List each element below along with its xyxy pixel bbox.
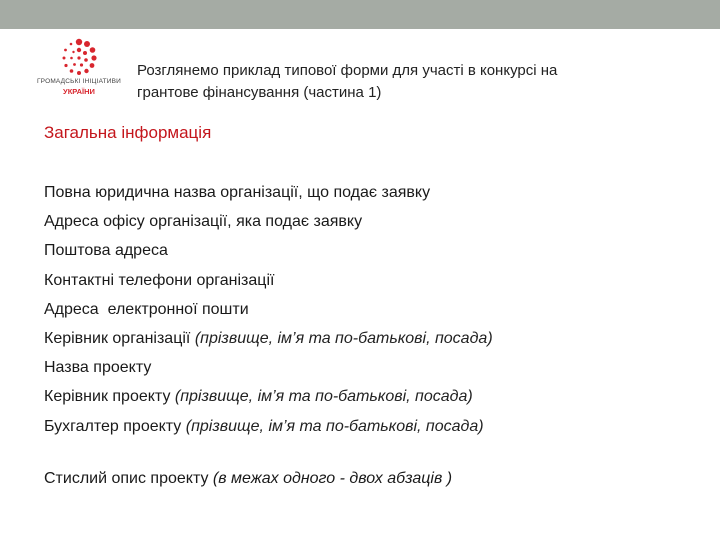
- summary-note: (в межах одного - двох абзаців ): [212, 470, 453, 487]
- field-note: (прізвище, ім’я та по-батькові, посада): [185, 417, 484, 435]
- subtitle-line-1: Розглянемо приклад типової форми для участі в конкурсі на: [137, 62, 558, 79]
- field-label: Бухгалтер проекту: [44, 417, 182, 435]
- field-label: Назва проекту: [44, 359, 152, 377]
- form-field-item: [44, 295, 493, 324]
- slide-subtitle: [137, 60, 697, 104]
- summary-field: [44, 464, 452, 493]
- logo-text-line2: УКРАЇНИ: [63, 87, 95, 96]
- logo-text-line1: ГРОМАДСЬКІ ІНІЦІАТИВИ: [36, 78, 122, 85]
- form-field-item: [44, 412, 493, 441]
- field-label: Адреса електронної пошти: [44, 300, 249, 318]
- logo-dots-icon: [50, 38, 108, 78]
- field-note: (прізвище, ім’я та по-батькові, посада): [194, 330, 493, 348]
- subtitle-line-2: грантове фінансування (частина 1): [137, 84, 382, 101]
- field-label: Адреса офісу організації, яка подає заявку: [44, 213, 363, 231]
- top-bar: [0, 0, 720, 29]
- summary-label: Стислий опис проекту: [44, 470, 209, 487]
- form-field-item: [44, 353, 493, 382]
- section-title: Загальна інформація: [44, 123, 212, 142]
- form-field-item: [44, 178, 493, 207]
- field-label: Повна юридична назва організації, що подає заявку: [44, 184, 431, 201]
- field-label: Поштова адреса: [44, 242, 168, 260]
- field-note: (прізвище, ім’я та по-батькові, посада): [174, 388, 473, 406]
- form-field-item: [44, 207, 493, 236]
- form-field-list: [44, 178, 493, 441]
- form-field-item: [44, 324, 493, 353]
- logo: [34, 38, 124, 100]
- form-field-item: [44, 266, 493, 295]
- field-label: Керівник організації: [44, 330, 191, 348]
- form-field-item: [44, 236, 493, 265]
- form-field-item: [44, 382, 493, 411]
- field-label: Керівник проекту: [44, 388, 171, 406]
- field-label: Контактні телефони організації: [44, 271, 275, 289]
